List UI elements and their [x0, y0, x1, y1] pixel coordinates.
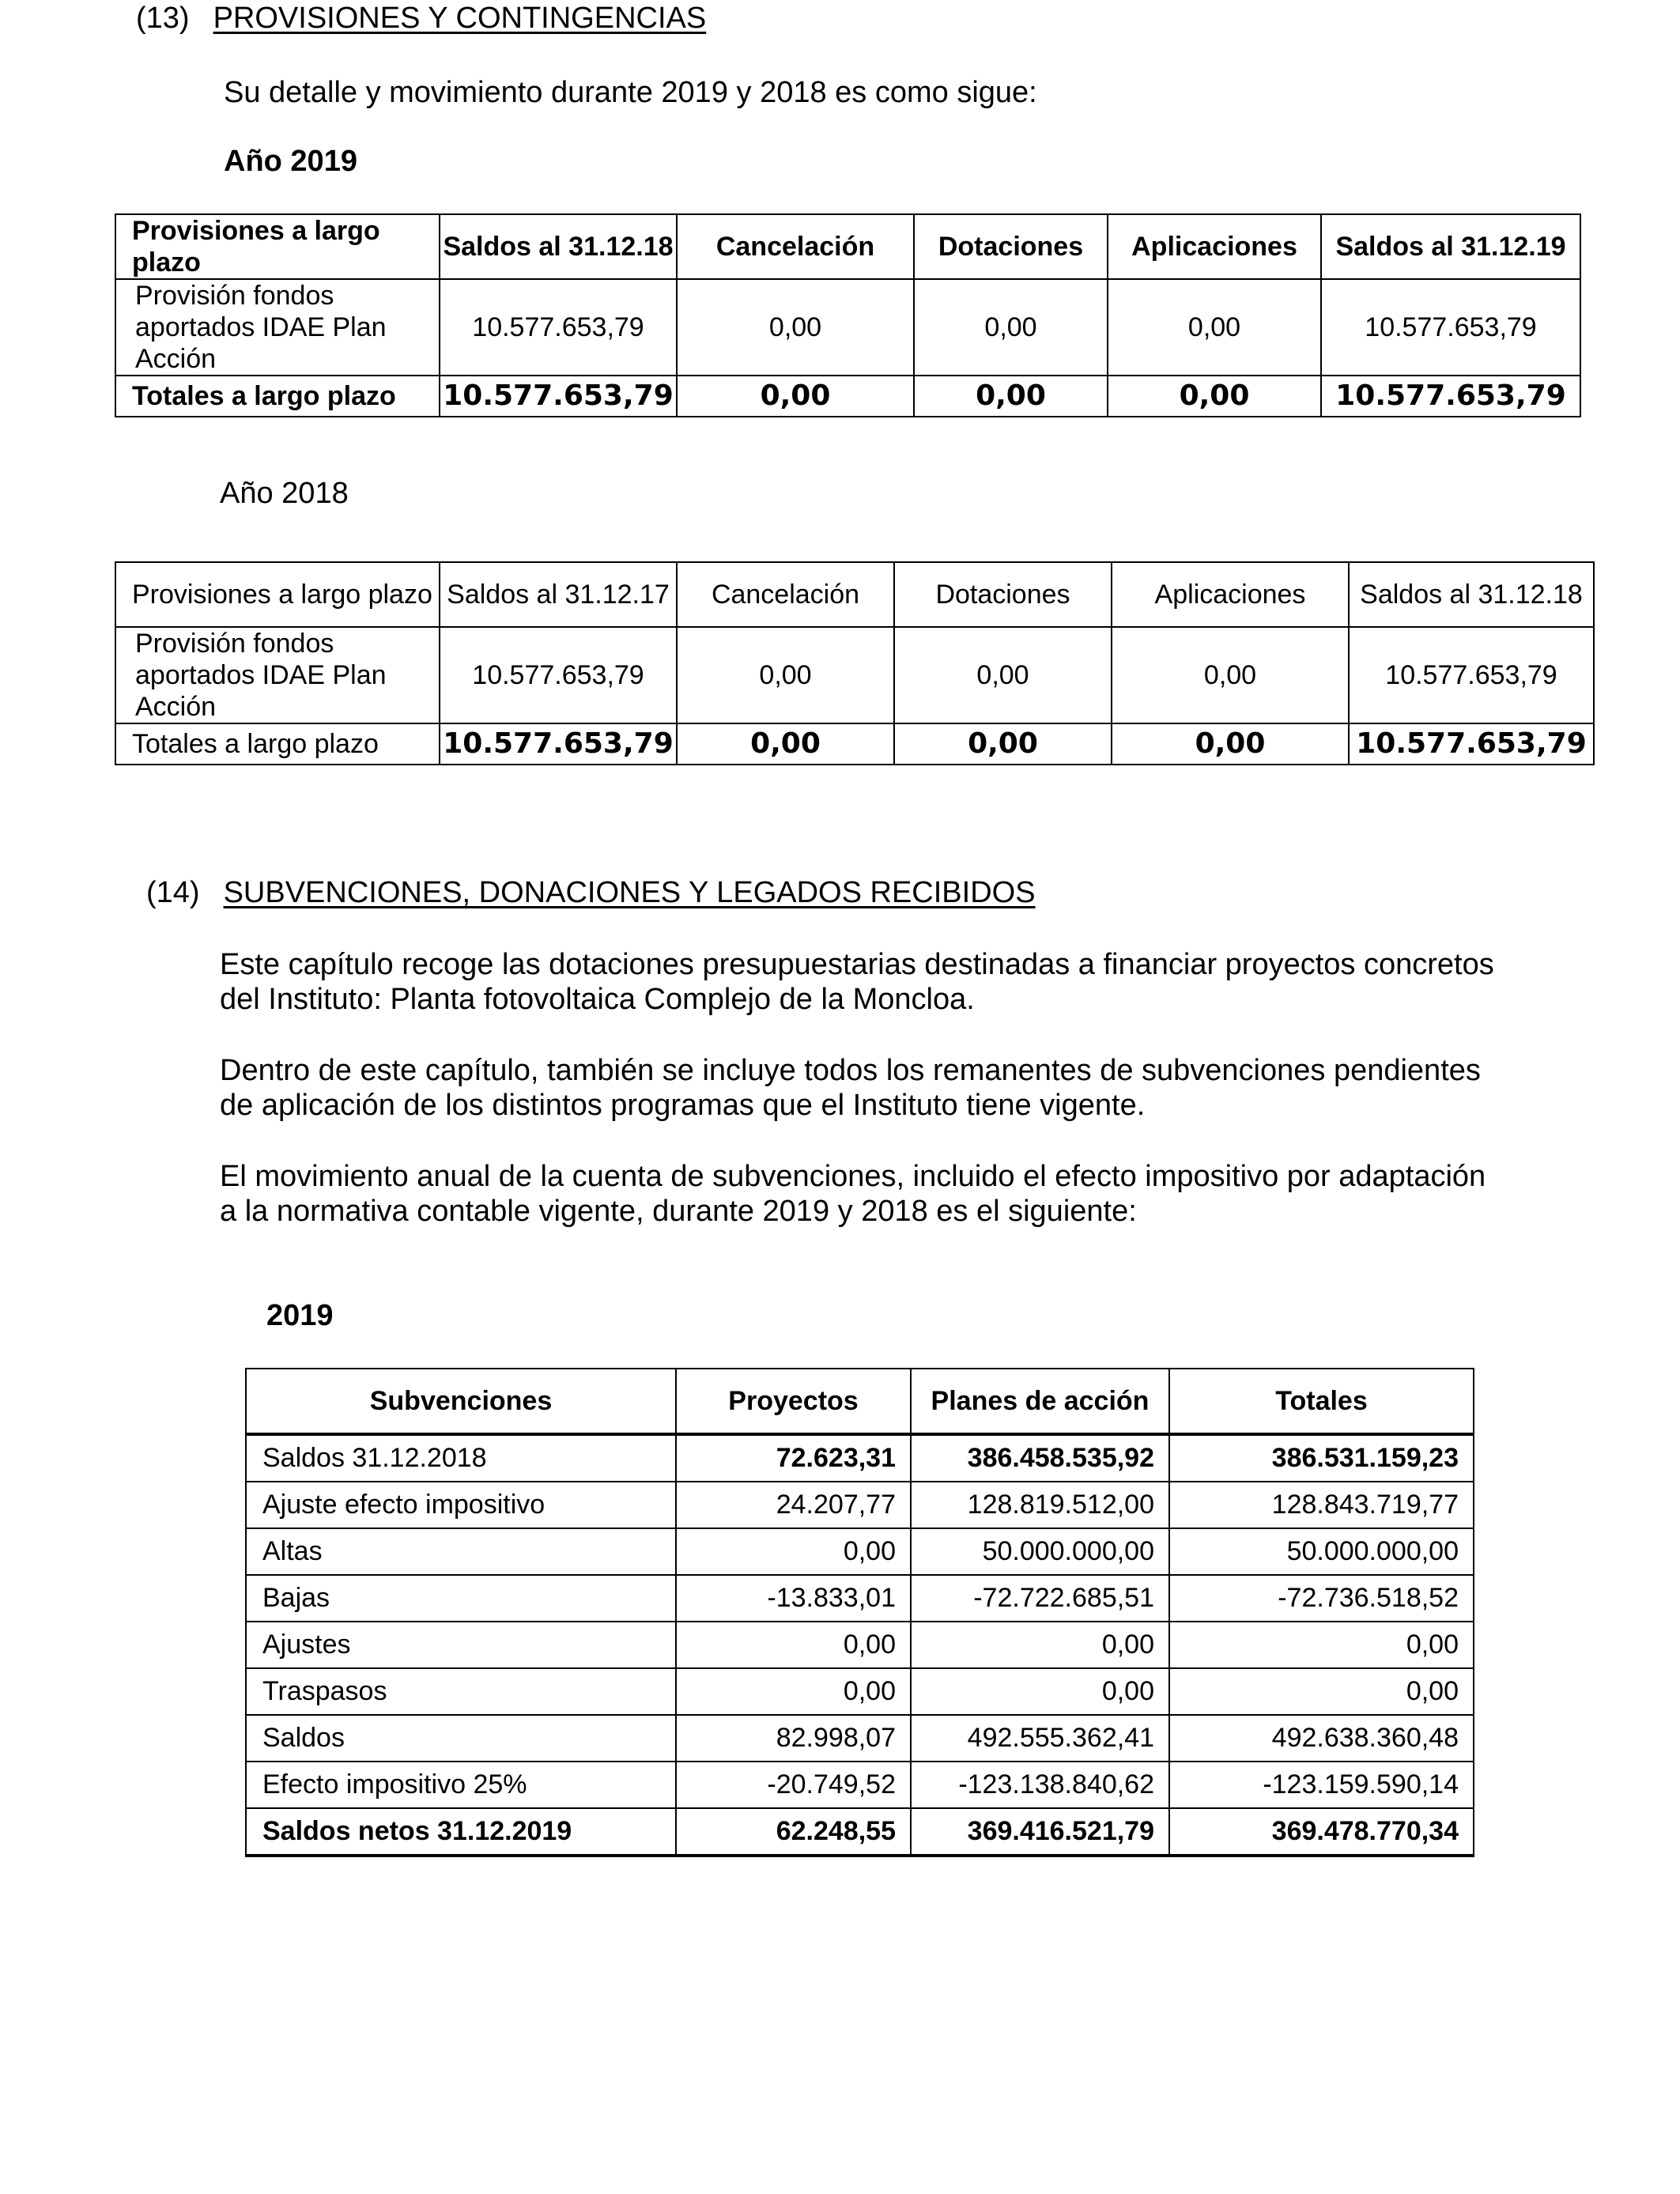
cell: 10.577.653,79 — [440, 627, 677, 723]
cell: 82.998,07 — [676, 1715, 911, 1762]
header-cell: Planes de acción — [911, 1369, 1169, 1434]
provisiones-2019-table — [115, 213, 1581, 417]
paragraph-line: El movimiento anual de la cuenta de subvenciones, incluido el efecto impositivo por adaptación — [220, 1160, 1486, 1193]
totals-label: Totales a largo plazo — [115, 723, 440, 765]
table-header-row — [115, 214, 1580, 279]
cell: -72.736.518,52 — [1169, 1575, 1474, 1622]
cell: 128.819.512,00 — [911, 1482, 1169, 1528]
header-cell: Provisiones a largo plazo — [115, 214, 440, 279]
totals-label: Totales a largo plazo — [115, 376, 440, 417]
cell: 0,00 — [676, 1528, 911, 1575]
paragraph-line: a la normativa contable vigente, durante 2019 y 2018 es el siguiente: — [220, 1195, 1137, 1228]
header-cell: Cancelación — [677, 214, 914, 279]
section-14-paragraph-3 — [220, 1159, 1486, 1229]
row-label: Saldos netos 31.12.2019 — [246, 1808, 676, 1856]
year-2019-label: Año 2019 — [224, 145, 357, 178]
cell: -123.159.590,14 — [1169, 1762, 1474, 1808]
row-label: Provisión fondos aportados IDAE Plan Acción — [115, 279, 440, 376]
total-cell: 10.577.653,79 — [440, 723, 677, 765]
paragraph-line: del Instituto: Planta fotovoltaica Complejo de la Moncloa. — [220, 983, 975, 1016]
total-cell: 0,00 — [914, 376, 1108, 417]
cell: 492.638.360,48 — [1169, 1715, 1474, 1762]
total-cell: 0,00 — [1108, 376, 1321, 417]
header-cell: Proyectos — [676, 1369, 911, 1434]
section-14-title: SUBVENCIONES, DONACIONES Y LEGADOS RECIBIDOS — [223, 876, 1036, 909]
table-header-row — [115, 562, 1594, 627]
cell: -13.833,01 — [676, 1575, 911, 1622]
paragraph-line: Dentro de este capítulo, también se incluye todos los remanentes de subvenciones pendientes — [220, 1054, 1481, 1087]
row-label: Saldos — [246, 1715, 676, 1762]
cell: -20.749,52 — [676, 1762, 911, 1808]
table-row — [246, 1482, 1474, 1528]
table-row — [115, 627, 1594, 723]
year-2018-label: Año 2018 — [220, 477, 349, 510]
cell: 0,00 — [677, 627, 894, 723]
row-label: Efecto impositivo 25% — [246, 1762, 676, 1808]
total-cell: 0,00 — [677, 723, 894, 765]
totals-row — [115, 376, 1580, 417]
row-label: Ajuste efecto impositivo — [246, 1482, 676, 1528]
cell: 492.555.362,41 — [911, 1715, 1169, 1762]
table-row — [246, 1762, 1474, 1808]
total-cell: 0,00 — [1112, 723, 1349, 765]
paragraph-line: Este capítulo recoge las dotaciones presupuestarias destinadas a financiar proyectos concretos — [220, 948, 1494, 981]
cell: 10.577.653,79 — [1321, 279, 1580, 376]
table-row — [246, 1668, 1474, 1715]
header-cell: Aplicaciones — [1108, 214, 1321, 279]
header-cell: Cancelación — [677, 562, 894, 627]
total-cell: 0,00 — [894, 723, 1112, 765]
cell: 10.577.653,79 — [440, 279, 677, 376]
section-13-intro: Su detalle y movimiento durante 2019 y 2018 es como sigue: — [224, 76, 1037, 109]
table-row — [246, 1622, 1474, 1668]
total-cell: 0,00 — [677, 376, 914, 417]
total-cell: 10.577.653,79 — [1349, 723, 1594, 765]
provisiones-2018-table — [115, 561, 1595, 765]
cell: 0,00 — [914, 279, 1108, 376]
cell: 0,00 — [676, 1668, 911, 1715]
row-label: Ajustes — [246, 1622, 676, 1668]
subvenciones-year-label: 2019 — [266, 1299, 334, 1332]
cell: 0,00 — [676, 1622, 911, 1668]
cell: 0,00 — [1108, 279, 1321, 376]
row-label: Altas — [246, 1528, 676, 1575]
cell: -72.722.685,51 — [911, 1575, 1169, 1622]
table-row — [246, 1715, 1474, 1762]
totals-row — [115, 723, 1594, 765]
section-13-number: (13) — [136, 2, 190, 35]
header-cell: Saldos al 31.12.19 — [1321, 214, 1580, 279]
header-cell: Provisiones a largo plazo — [115, 562, 440, 627]
subvenciones-2019-table — [245, 1368, 1474, 1857]
table-row — [246, 1434, 1474, 1482]
cell: 24.207,77 — [676, 1482, 911, 1528]
section-14-number: (14) — [146, 876, 200, 909]
cell: 50.000.000,00 — [1169, 1528, 1474, 1575]
table-row — [246, 1575, 1474, 1622]
table-header-row — [246, 1369, 1474, 1434]
cell: 386.531.159,23 — [1169, 1434, 1474, 1482]
table-row-total — [246, 1808, 1474, 1856]
cell: 369.416.521,79 — [911, 1808, 1169, 1856]
row-label: Saldos 31.12.2018 — [246, 1434, 676, 1482]
cell: 369.478.770,34 — [1169, 1808, 1474, 1856]
cell: 62.248,55 — [676, 1808, 911, 1856]
section-14-paragraph-1 — [220, 947, 1494, 1017]
section-13-title: PROVISIONES Y CONTINGENCIAS — [213, 2, 707, 35]
cell: 0,00 — [911, 1622, 1169, 1668]
cell: 10.577.653,79 — [1349, 627, 1594, 723]
header-cell: Dotaciones — [894, 562, 1112, 627]
header-cell: Subvenciones — [246, 1369, 676, 1434]
cell: 128.843.719,77 — [1169, 1482, 1474, 1528]
cell: -123.138.840,62 — [911, 1762, 1169, 1808]
header-cell: Saldos al 31.12.18 — [1349, 562, 1594, 627]
paragraph-line: de aplicación de los distintos programas que el Instituto tiene vigente. — [220, 1089, 1146, 1122]
header-cell: Saldos al 31.12.18 — [440, 214, 677, 279]
row-label: Provisión fondos aportados IDAE Plan Acción — [115, 627, 440, 723]
cell: 0,00 — [911, 1668, 1169, 1715]
section-14-heading — [146, 876, 1036, 910]
header-cell: Aplicaciones — [1112, 562, 1349, 627]
total-cell: 10.577.653,79 — [440, 376, 677, 417]
row-label: Bajas — [246, 1575, 676, 1622]
total-cell: 10.577.653,79 — [1321, 376, 1580, 417]
cell: 0,00 — [1112, 627, 1349, 723]
table-row — [115, 279, 1580, 376]
header-cell: Dotaciones — [914, 214, 1108, 279]
table-row — [246, 1528, 1474, 1575]
row-label: Traspasos — [246, 1668, 676, 1715]
header-cell: Saldos al 31.12.17 — [440, 562, 677, 627]
section-13-heading — [136, 2, 706, 36]
cell: 0,00 — [894, 627, 1112, 723]
cell: 0,00 — [1169, 1668, 1474, 1715]
header-cell: Totales — [1169, 1369, 1474, 1434]
section-14-paragraph-2 — [220, 1053, 1481, 1123]
cell: 386.458.535,92 — [911, 1434, 1169, 1482]
cell: 0,00 — [677, 279, 914, 376]
cell: 72.623,31 — [676, 1434, 911, 1482]
cell: 0,00 — [1169, 1622, 1474, 1668]
cell: 50.000.000,00 — [911, 1528, 1169, 1575]
